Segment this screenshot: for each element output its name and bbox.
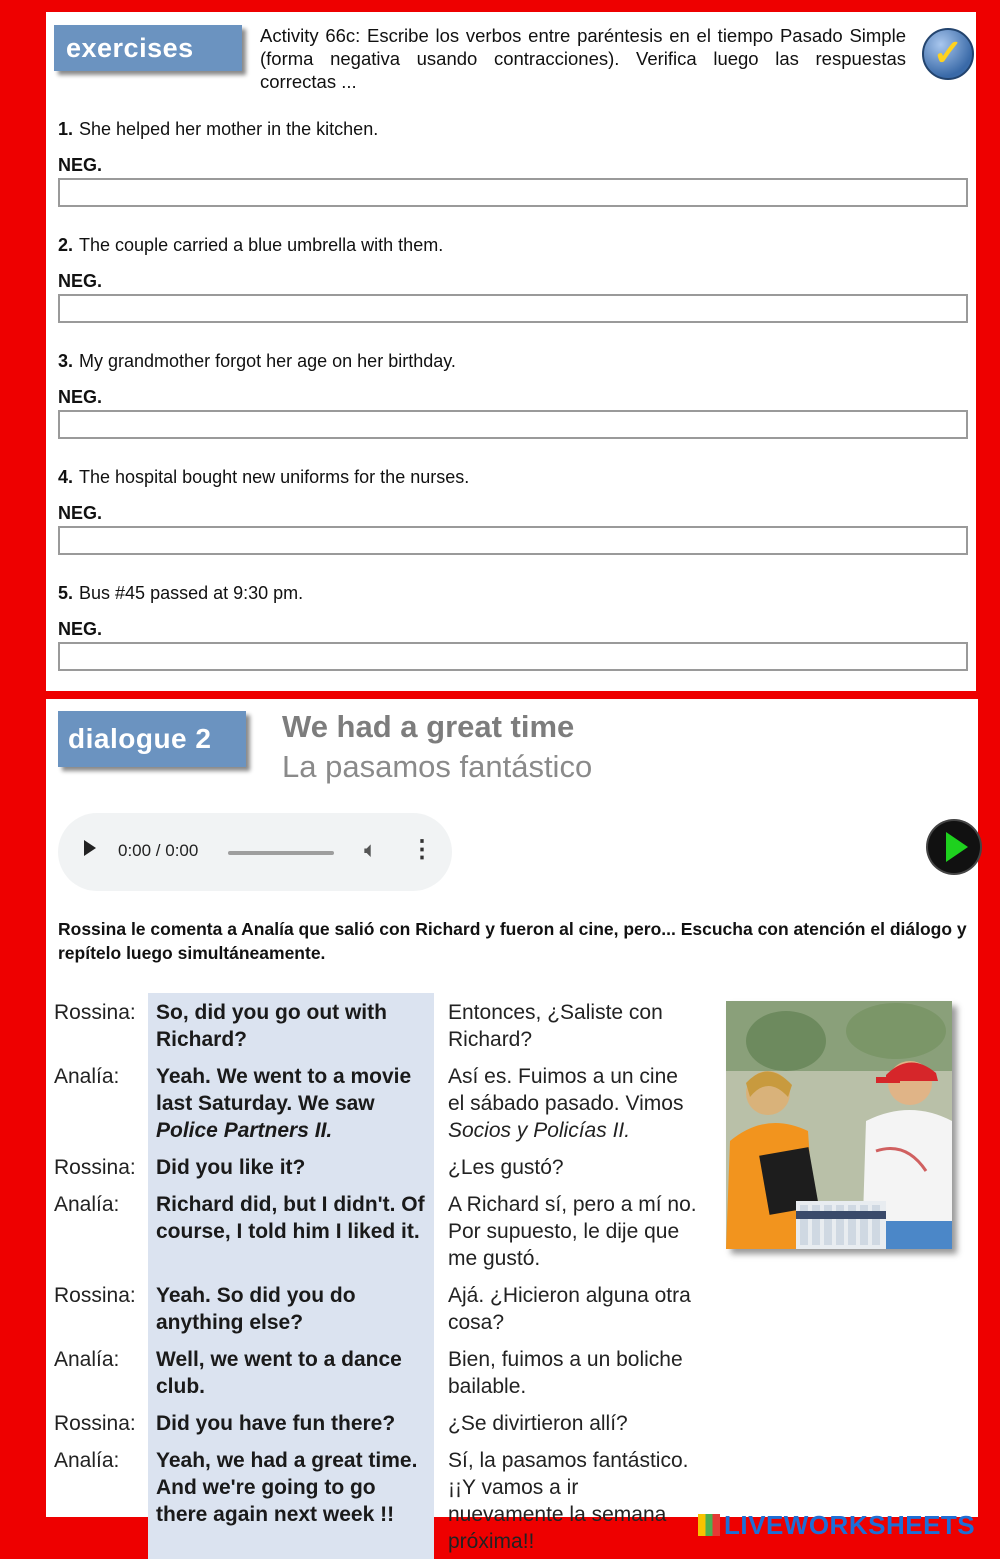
question-5: 5. Bus #45 passed at 9:30 pm.: [58, 583, 304, 603]
answer-field-5[interactable]: [58, 642, 968, 671]
volume-icon[interactable]: 🔈︎: [364, 837, 378, 862]
dialogue-row: [54, 1340, 704, 1404]
neg-label: NEG.: [58, 619, 103, 639]
english-line: Well, we went to a dance club.: [148, 1340, 434, 1404]
answer-field-1[interactable]: [58, 178, 968, 207]
dialogue-row: [54, 993, 704, 1057]
play-icon[interactable]: [84, 840, 96, 856]
spanish-line: Ajá. ¿Hicieron alguna otra cosa?: [448, 1284, 691, 1334]
spanish-line: A Richard sí, pero a mí no. Por supuesto, le dije que me gustó.: [448, 1193, 697, 1270]
dialogue-row: [54, 1404, 704, 1441]
logo-icon: [698, 1514, 720, 1536]
english-line: So, did you go out with Richard?: [148, 993, 434, 1057]
movie-title-es: Socios y Policías II.: [448, 1119, 631, 1142]
photo-illustration: [726, 1001, 952, 1249]
dialogue-row: [54, 1057, 704, 1148]
activity-instructions: Activity 66c: Escribe los verbos entre paréntesis en el tiempo Pasado Simple (forma negativa usando contracciones). Verifica luego las respuestas correctas ...: [260, 25, 906, 92]
dialogue-photo: [726, 1001, 952, 1249]
check-icon[interactable]: ✓: [922, 28, 974, 80]
english-line: Did you like it?: [148, 1148, 434, 1185]
dialogue-table: [54, 993, 704, 1559]
dialogue-row: [54, 1185, 704, 1276]
audio-time: 0:00 / 0:00: [118, 841, 199, 860]
spanish-line: Sí, la pasamos fantástico. ¡¡Y vamos a ir nuevamente la semana próxima!!: [448, 1449, 689, 1553]
dialogue-title: We had a great time: [282, 709, 575, 744]
liveworksheets-logo: LIVEWORKSHEETS: [698, 1510, 975, 1541]
speaker: Rossina:: [54, 1001, 136, 1024]
neg-label: NEG.: [58, 503, 103, 523]
speaker: Rossina:: [54, 1284, 136, 1307]
spanish-line: Entonces, ¿Saliste con Richard?: [448, 1001, 663, 1051]
more-vert-icon[interactable]: ⋮: [410, 836, 434, 863]
audio-player: [58, 813, 452, 891]
english-line: Yeah, we had a great time. And we're going to go there again next week !!: [148, 1441, 434, 1559]
english-line: Did you have fun there?: [148, 1404, 434, 1441]
answer-field-2[interactable]: [58, 294, 968, 323]
question-2: 2. The couple carried a blue umbrella with them.: [58, 235, 444, 255]
dialogue-row: [54, 1148, 704, 1185]
spanish-line: ¿Les gustó?: [448, 1156, 564, 1179]
dialogue-tag: dialogue 2: [58, 711, 246, 767]
spanish-line: ¿Se divirtieron allí?: [448, 1412, 628, 1435]
question-1: 1. She helped her mother in the kitchen.: [58, 119, 379, 139]
dialogue-subtitle: La pasamos fantástico: [282, 749, 593, 784]
audio-progress-slider[interactable]: [228, 851, 334, 855]
spanish-line: Así es. Fuimos a un cine el sábado pasado. Vimos Socios y Policías II.: [448, 1065, 684, 1142]
dialogue-intro: Rossina le comenta a Analía que salió con Richard y fueron al cine, pero... Escucha con atención el diálogo y repítelo luego simultáneamente.: [58, 919, 967, 963]
dialogue-row: [54, 1276, 704, 1340]
neg-label: NEG.: [58, 271, 103, 291]
speaker: Rossina:: [54, 1156, 136, 1179]
neg-label: NEG.: [58, 155, 103, 175]
play-icon: [946, 832, 968, 862]
speaker: Analía:: [54, 1449, 120, 1472]
green-play-button[interactable]: [928, 821, 980, 873]
english-line: Richard did, but I didn't. Of course, I told him I liked it.: [148, 1185, 434, 1276]
english-line: Yeah. So did you do anything else?: [148, 1276, 434, 1340]
english-line: Yeah. We went to a movie last Saturday. We saw Police Partners II.: [148, 1057, 434, 1148]
answer-field-3[interactable]: [58, 410, 968, 439]
speaker: Analía:: [54, 1065, 120, 1088]
dialogue-row: [54, 1441, 704, 1559]
speaker: Analía:: [54, 1193, 120, 1216]
speaker: Rossina:: [54, 1412, 136, 1435]
exercises-tag: exercises: [54, 25, 242, 71]
neg-label: NEG.: [58, 387, 103, 407]
answer-field-4[interactable]: [58, 526, 968, 555]
question-3: 3. My grandmother forgot her age on her birthday.: [58, 351, 456, 371]
spanish-line: Bien, fuimos a un boliche bailable.: [448, 1348, 683, 1398]
movie-title-en: Police Partners II.: [156, 1119, 333, 1142]
exercises-panel: [46, 12, 976, 691]
speaker: Analía:: [54, 1348, 120, 1371]
question-4: 4. The hospital bought new uniforms for the nurses.: [58, 467, 470, 487]
